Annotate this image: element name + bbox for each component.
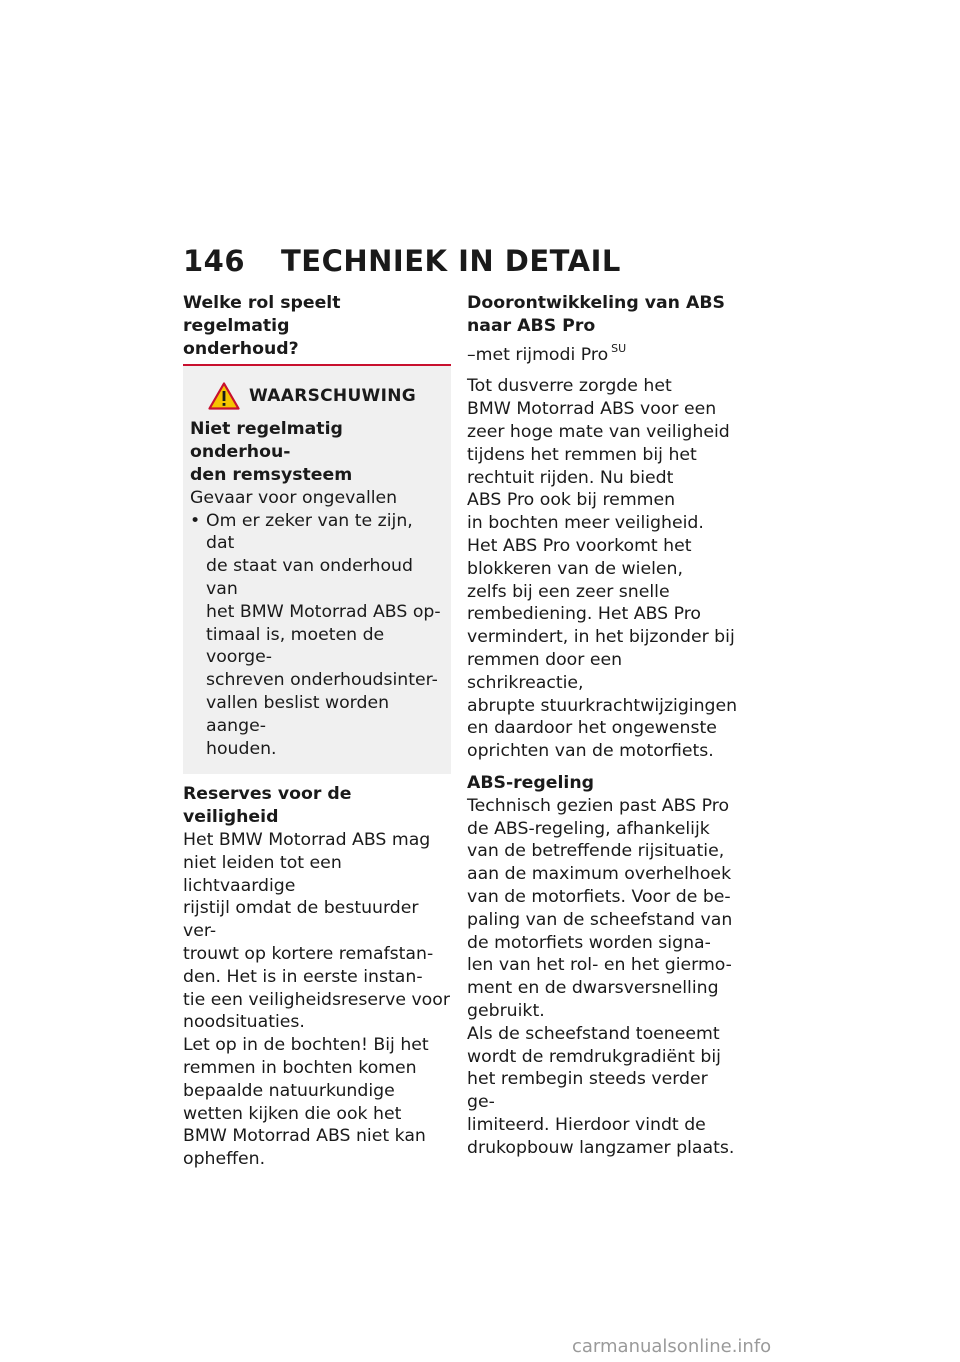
text-line: trouwt op kortere remafstan- <box>183 943 434 964</box>
bullet-text <box>206 510 444 761</box>
text-line: zelfs bij een zeer snelle <box>467 581 670 602</box>
text-line: gebruikt. <box>467 1000 545 1021</box>
text-line: de staat van onderhoud van <box>206 556 413 599</box>
text-line: het rembegin steeds verder ge- <box>467 1069 708 1113</box>
text-line: wordt de remdrukgradiënt bij <box>467 1046 721 1067</box>
text-line: Het ABS Pro voorkomt het <box>467 535 692 556</box>
text-line: en daardoor het ongewenste <box>467 718 717 739</box>
section-heading-safety-reserves: Reserves voor de veiligheid <box>183 784 352 828</box>
text-line: remmen in bochten komen <box>183 1057 417 1078</box>
heading-line: onderhoud? <box>183 338 299 359</box>
text-line: drukopbouw langzamer plaats. <box>467 1137 735 1158</box>
heading-line: Niet regelmatig onderhou- <box>190 419 343 463</box>
text-line: timaal is, moeten de voorge- <box>206 624 385 668</box>
section-heading-maintenance <box>183 292 451 360</box>
text-line: Technisch gezien past ABS Pro <box>467 795 730 816</box>
text-line: schreven onderhoudsinter- <box>206 670 438 691</box>
warning-triangle-icon <box>208 382 240 410</box>
warning-box <box>183 366 451 774</box>
text-line: len van het rol- en het giermo- <box>467 955 732 976</box>
page-header <box>183 244 621 278</box>
paragraph <box>183 829 451 1034</box>
warning-heading <box>190 418 444 486</box>
text-line: Tot dusverre zorgde het <box>467 376 672 397</box>
heading-line: Welke rol speelt regelmatig <box>183 293 341 336</box>
text-line: vallen beslist worden aange- <box>206 692 390 736</box>
paragraph <box>467 375 739 763</box>
text-line: zeer hoge mate van veiligheid <box>467 421 730 442</box>
text-line: noodsituaties. <box>183 1012 305 1033</box>
paragraph <box>467 1023 739 1160</box>
text-line: bepaalde natuurkundige <box>183 1080 395 1101</box>
paragraph <box>467 795 739 1023</box>
text-line: van de betreffende rijsituatie, <box>467 841 725 862</box>
section-heading-abs-regeling: ABS-regeling <box>467 772 595 793</box>
text-line: limiteerd. Hierdoor vindt de <box>467 1114 706 1135</box>
text-line: remmen door een schrikreactie, <box>467 649 623 693</box>
subheading-text: –met rijmodi Pro <box>467 344 609 365</box>
text-line: rijstijl omdat de bestuurder ver- <box>183 898 419 942</box>
text-line: ment en de dwarsversnelling <box>467 978 719 999</box>
text-line: van de motorfiets. Voor de be- <box>467 886 731 907</box>
warning-header <box>190 382 444 410</box>
text-line: oprichten van de motorfiets. <box>467 741 714 762</box>
text-line: tie een veiligheidsreserve voor <box>183 989 450 1010</box>
text-line: blokkeren van de wielen, <box>467 558 683 579</box>
text-line: rembediening. Het ABS Pro <box>467 604 702 625</box>
heading-line: naar ABS Pro <box>467 315 596 336</box>
text-line: het BMW Motorrad ABS op- <box>206 601 441 622</box>
bullet-marker: • <box>190 510 201 531</box>
text-line: paling van de scheefstand van <box>467 909 733 930</box>
spacer <box>183 774 451 783</box>
text-line: Als de scheefstand toeneemt <box>467 1023 720 1044</box>
text-line: abrupte stuurkrachtwijzigingen <box>467 695 738 716</box>
text-line: aan de maximum overhelhoek <box>467 864 732 885</box>
text-line: Let op in de bochten! Bij het <box>183 1035 429 1056</box>
section-heading-abs-pro <box>467 292 739 338</box>
text-line: rechtuit rijden. Nu biedt <box>467 467 674 488</box>
text-line: niet leiden tot een lichtvaardige <box>183 852 342 896</box>
text-line: de motorfiets worden signa- <box>467 932 711 953</box>
text-line: BMW Motorrad ABS niet kan <box>183 1126 426 1147</box>
warning-label: WAARSCHUWING <box>249 385 417 406</box>
text-line: BMW Motorrad ABS voor een <box>467 399 717 420</box>
right-column <box>467 292 739 1159</box>
watermark-text: carmanualsonline.info <box>572 1336 772 1357</box>
text-line: den. Het is in eerste instan- <box>183 966 423 987</box>
subheading-riding-modes <box>467 338 739 367</box>
paragraph <box>183 1034 451 1171</box>
page-title: TECHNIEK IN DETAIL <box>281 244 621 278</box>
heading-line: den remsysteem <box>190 464 353 485</box>
heading-line: Doorontwikkeling van ABS <box>467 293 725 313</box>
text-line: ABS Pro ook bij remmen <box>467 490 676 511</box>
superscript-su: SU <box>611 341 627 355</box>
spacer <box>467 366 739 375</box>
text-line: Om er zeker van te zijn, dat <box>206 510 413 554</box>
warning-bullet <box>190 510 444 761</box>
text-line: vermindert, in het bijzonder bij <box>467 627 735 648</box>
text-line: tijdens het remmen bij het <box>467 444 697 465</box>
text-line: houden. <box>206 738 277 759</box>
left-column <box>183 292 451 1171</box>
warning-hazard: Gevaar voor ongevallen <box>190 487 398 508</box>
text-line: opheffen. <box>183 1149 266 1170</box>
text-line: wetten kijken die ook het <box>183 1103 402 1124</box>
text-line: in bochten meer veiligheid. <box>467 513 704 534</box>
page-number: 146 <box>183 244 246 278</box>
spacer <box>467 763 739 772</box>
text-line: de ABS-regeling, afhankelijk <box>467 818 710 839</box>
text-line: Het BMW Motorrad ABS mag <box>183 829 431 850</box>
